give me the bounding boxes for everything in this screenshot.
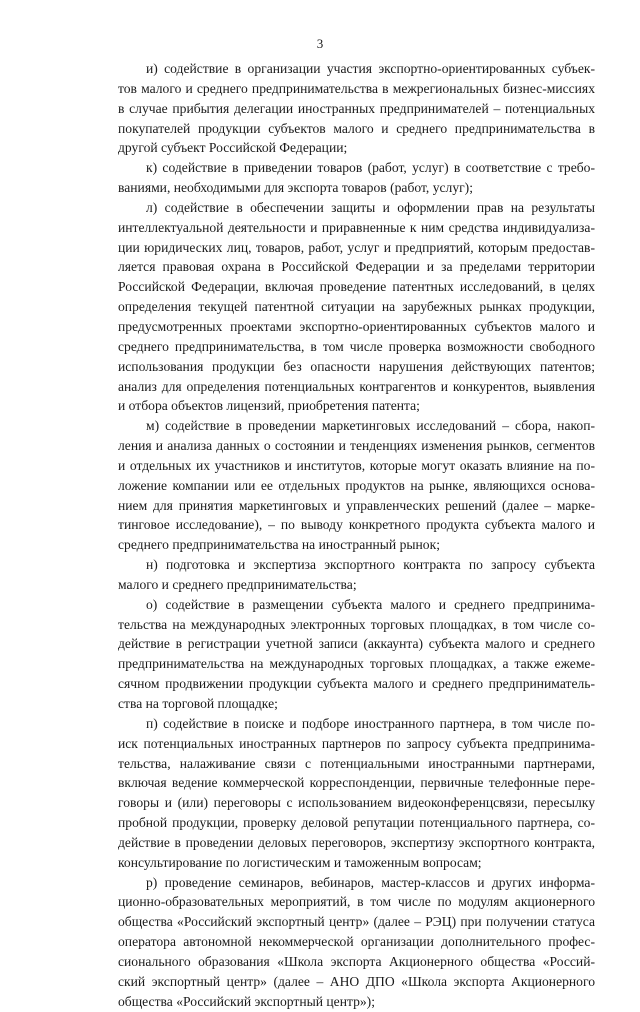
text-line: и отдельных их участников и институтов, которые могут оказать влияние на по-: [118, 457, 595, 473]
text-line: тинговое исследование), – по выводу конкретного продукта субъекта малого и: [118, 517, 595, 533]
text-line: анализ для определения потенциальных контрагентов и конкурентов, выявления: [118, 378, 595, 394]
paragraph-n: [118, 555, 595, 595]
paragraph-r: [118, 873, 595, 1012]
text-line: н) подготовка и экспертиза экспортного контракта по запросу субъекта: [146, 557, 595, 573]
text-line: предусмотренных проектами экспортно-ориентированных субъектов малого и: [118, 318, 595, 334]
text-line: интеллектуальной деятельности и приравненные к ним средства индивидуализа-: [118, 219, 595, 235]
document-body: [118, 59, 595, 1012]
text-line: среднего предпринимательства, в том числе проверка возможности свободного: [118, 338, 595, 354]
text-line: покупателей продукции субъектов малого и среднего предпринимательства в: [118, 120, 595, 136]
text-line: ложение компании или ее отдельных продуктов на рынке, являющихся основа-: [118, 477, 595, 493]
text-line: малого и среднего предпринимательства;: [118, 576, 357, 592]
text-line: м) содействие в проведении маркетинговых исследований – сбора, накоп-: [146, 418, 595, 434]
paragraph-k: [118, 158, 595, 198]
text-line: определения текущей патентной ситуации на зарубежных рынках продукции,: [118, 299, 595, 315]
text-line: и отбора объектов лицензий, приобретения патента;: [118, 398, 420, 414]
text-line: и) содействие в организации участия экспортно-ориентированных субъек-: [146, 61, 595, 76]
text-line: ваниями, необходимыми для экспорта товаров (работ, услуг);: [118, 180, 473, 196]
text-line: тельства на международных электронных торговых площадках, в том числе со-: [118, 616, 595, 632]
text-line: оператора автономной некоммерческой организации дополнительного профес-: [118, 934, 595, 950]
text-line: к) содействие в приведении товаров (работ, услуг) в соответствие с требо-: [146, 160, 595, 176]
paragraph-o: [118, 595, 595, 714]
text-line: ции юридических лиц, товаров, работ, услуг и предприятий, которым предостав-: [118, 239, 595, 255]
text-line: в случае прибытия делегации иностранных предпринимателей – потенциальных: [118, 100, 595, 116]
text-line: п) содействие в поиске и подборе иностранного партнера, в том числе по-: [146, 715, 595, 731]
paragraph-m: [118, 416, 595, 555]
text-line: сионального образования «Школа экспорта Акционерного общества «Россий-: [118, 953, 595, 969]
paragraph-p: [118, 714, 595, 873]
text-line: р) проведение семинаров, вебинаров, мастер-классов и других информа-: [146, 874, 595, 890]
text-line: сячном продвижении продукции субъекта малого и среднего предприниматель-: [118, 676, 595, 692]
text-line: ский экспортный центр» (далее – АНО ДПО «Школа экспорта Акционерного: [118, 973, 595, 989]
text-line: общества «Российский экспортный центр» (далее – РЭЦ) при получении статуса: [118, 914, 595, 930]
text-line: использования продукции без опасности нарушения действующих патентов;: [118, 358, 595, 374]
text-line: о) содействие в размещении субъекта малого и среднего предпринима-: [146, 596, 595, 612]
text-line: тельства, налаживание связи с потенциальными иностранными партнерами,: [118, 755, 595, 771]
text-line: говоры и (или) переговоры с использованием видеоконференцсвязи, пересылку: [118, 795, 595, 811]
text-line: ства на торговой площадке;: [118, 696, 278, 711]
paragraph-i: [118, 59, 595, 158]
text-line: консультирование по логистическим и таможенным вопросам;: [118, 854, 482, 870]
text-line: иск потенциальных иностранных партнеров по запросу субъекта предпринима-: [118, 735, 595, 751]
text-line: предпринимательства на международных торговых площадках, а также ежеме-: [118, 656, 595, 672]
text-line: среднего предпринимательства на иностранный рынок;: [118, 537, 440, 553]
page-number: 3: [316, 36, 324, 51]
text-line: пробной продукции, проверку деловой репутации потенциального партнера, со-: [118, 815, 595, 831]
text-line: Российской Федерации, включая проведение патентных исследований, в целях: [118, 279, 595, 295]
text-line: общества «Российский экспортный центр»);: [118, 993, 375, 1009]
paragraph-l: [118, 198, 595, 416]
text-line: ляется правовая охрана в Российской Федерации и за пределами территории: [118, 259, 595, 275]
text-line: ционно-образовательных мероприятий, в том числе по модулям акционерного: [118, 894, 595, 910]
text-line: л) содействие в обеспечении защиты и оформлении прав на результаты: [146, 199, 595, 215]
text-line: другой субъект Российской Федерации;: [118, 140, 348, 156]
text-line: действие в проведении деловых переговоров, экспертизу экспортного контракта,: [118, 834, 595, 850]
text-line: тов малого и среднего предпринимательства в межрегиональных бизнес-миссиях: [118, 80, 595, 96]
text-line: включая ведение коммерческой корреспонденции, первичные телефонные пере-: [118, 775, 595, 791]
text-line: нием для принятия маркетинговых и управленческих решений (далее – марке-: [118, 497, 595, 513]
text-line: действие в регистрации учетной записи (аккаунта) субъекта малого и среднего: [118, 636, 595, 652]
text-line: ления и анализа данных о состоянии и тенденциях изменения рынков, сегментов: [118, 438, 595, 454]
